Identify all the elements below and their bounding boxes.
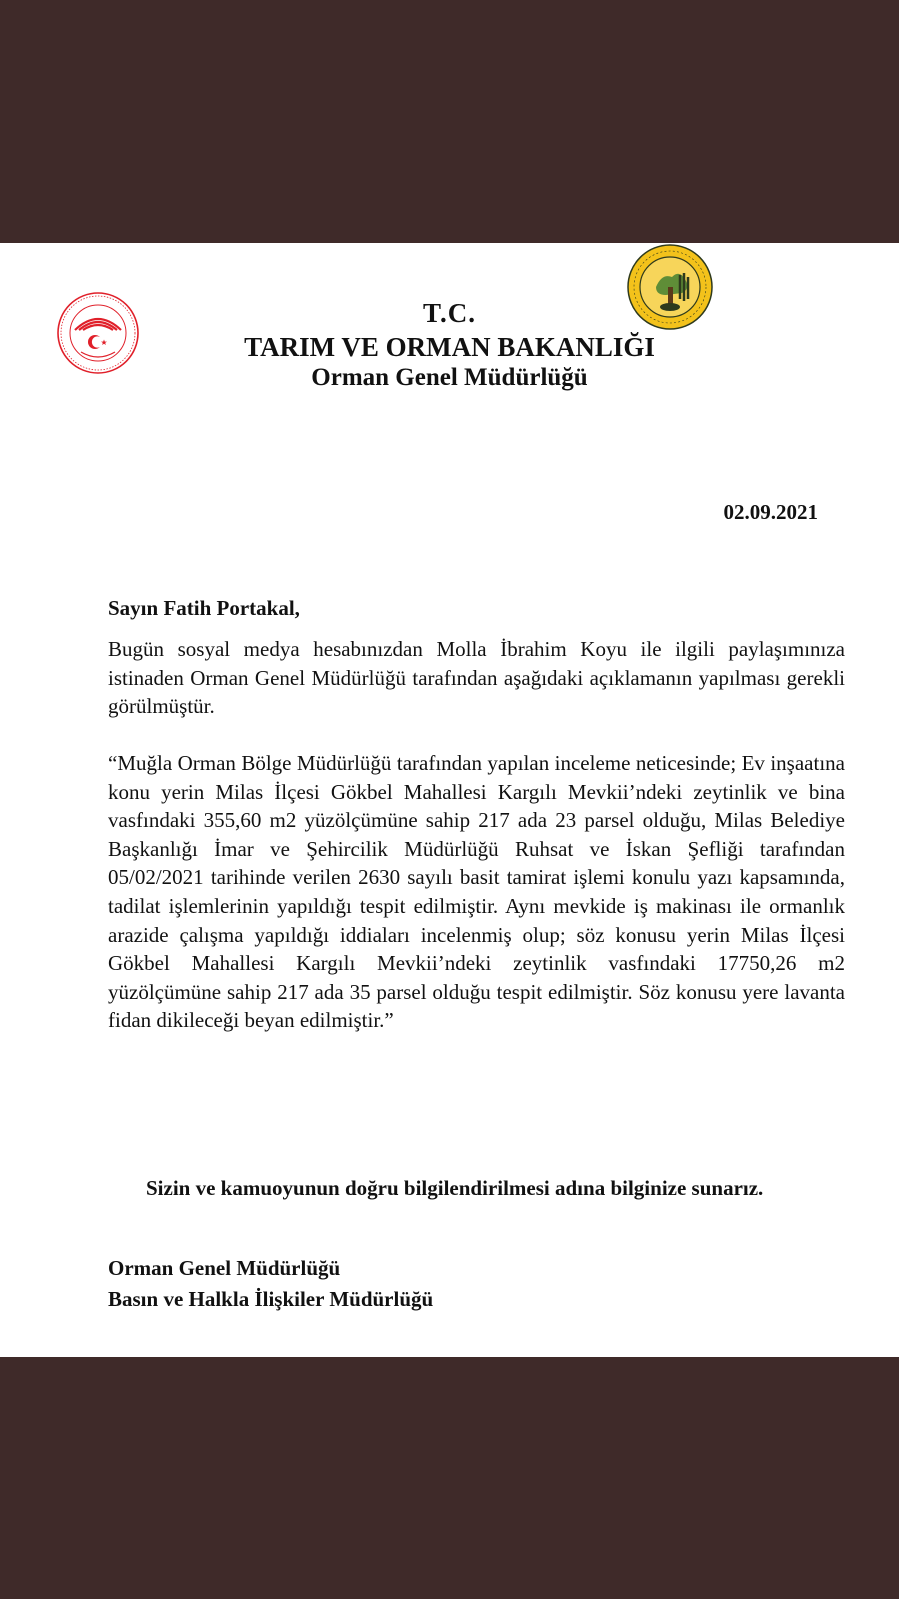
state-heading: T.C.	[422, 298, 476, 328]
closing-sentence: Sizin ve kamuoyunun doğru bilgilendirilmesi adına bilginize sunarız.	[146, 1176, 764, 1200]
signature-line-2: Basın ve Halkla İlişkiler Müdürlüğü	[108, 1287, 434, 1311]
document-date: 02.09.2021	[723, 500, 818, 524]
ministry-heading: TARIM VE ORMAN BAKANLIĞI	[244, 332, 655, 362]
salutation: Sayın Fatih Portakal,	[108, 596, 300, 620]
signature-line-1: Orman Genel Müdürlüğü	[108, 1256, 341, 1280]
paragraph-intro: Bugün sosyal medya hesabınızdan Molla İbrahim Koyu ile ilgili paylaşımınıza istinaden Orman Genel Müdürlüğü tarafından aşağıdaki açıklamanın yapılması gerekli görülmüştür.	[108, 637, 845, 719]
press-release-document	[0, 243, 899, 1357]
ministry-emblem-icon	[55, 290, 141, 376]
bottom-dark-band	[0, 1357, 899, 1599]
paragraph-statement: “Muğla Orman Bölge Müdürlüğü tarafından yapılan inceleme neticesinde; Ev inşaatına konu yerin Milas İlçesi Gökbel Mahallesi Kargılı Mevkii’ndeki zeytinlik ve bina vasfındaki 355,60 m2 yüzölçümüne sahip 217 ada 23 parsel olduğu, Milas Belediye Başkanlığı İmar ve Şehircilik Müdürlüğü Ruhsat ve İskan Şefliği tarafından 05/02/2021 tarihinde verilen 2630 sayılı basit tamirat işlemi konulu yazı kapsamında, tadilat işlemlerinin yapıldığı tespit edilmiştir. Aynı mevkide iş makinası ile ormanlık arazide çalışma yapıldığı iddiaları incelenmiş olup; söz konusu yerin Milas İlçesi Gökbel Mahallesi Kargılı Mevkii’ndeki zeytinlik vasfındaki 17750,26 m2 yüzölçümüne sahip 217 ada 35 parsel olduğu tespit edilmiştir. Söz konusu yere lavanta fidan dikileceği beyan edilmiştir.”	[108, 751, 845, 1033]
directorate-heading: Orman Genel Müdürlüğü	[311, 364, 588, 391]
top-dark-band	[0, 0, 899, 243]
